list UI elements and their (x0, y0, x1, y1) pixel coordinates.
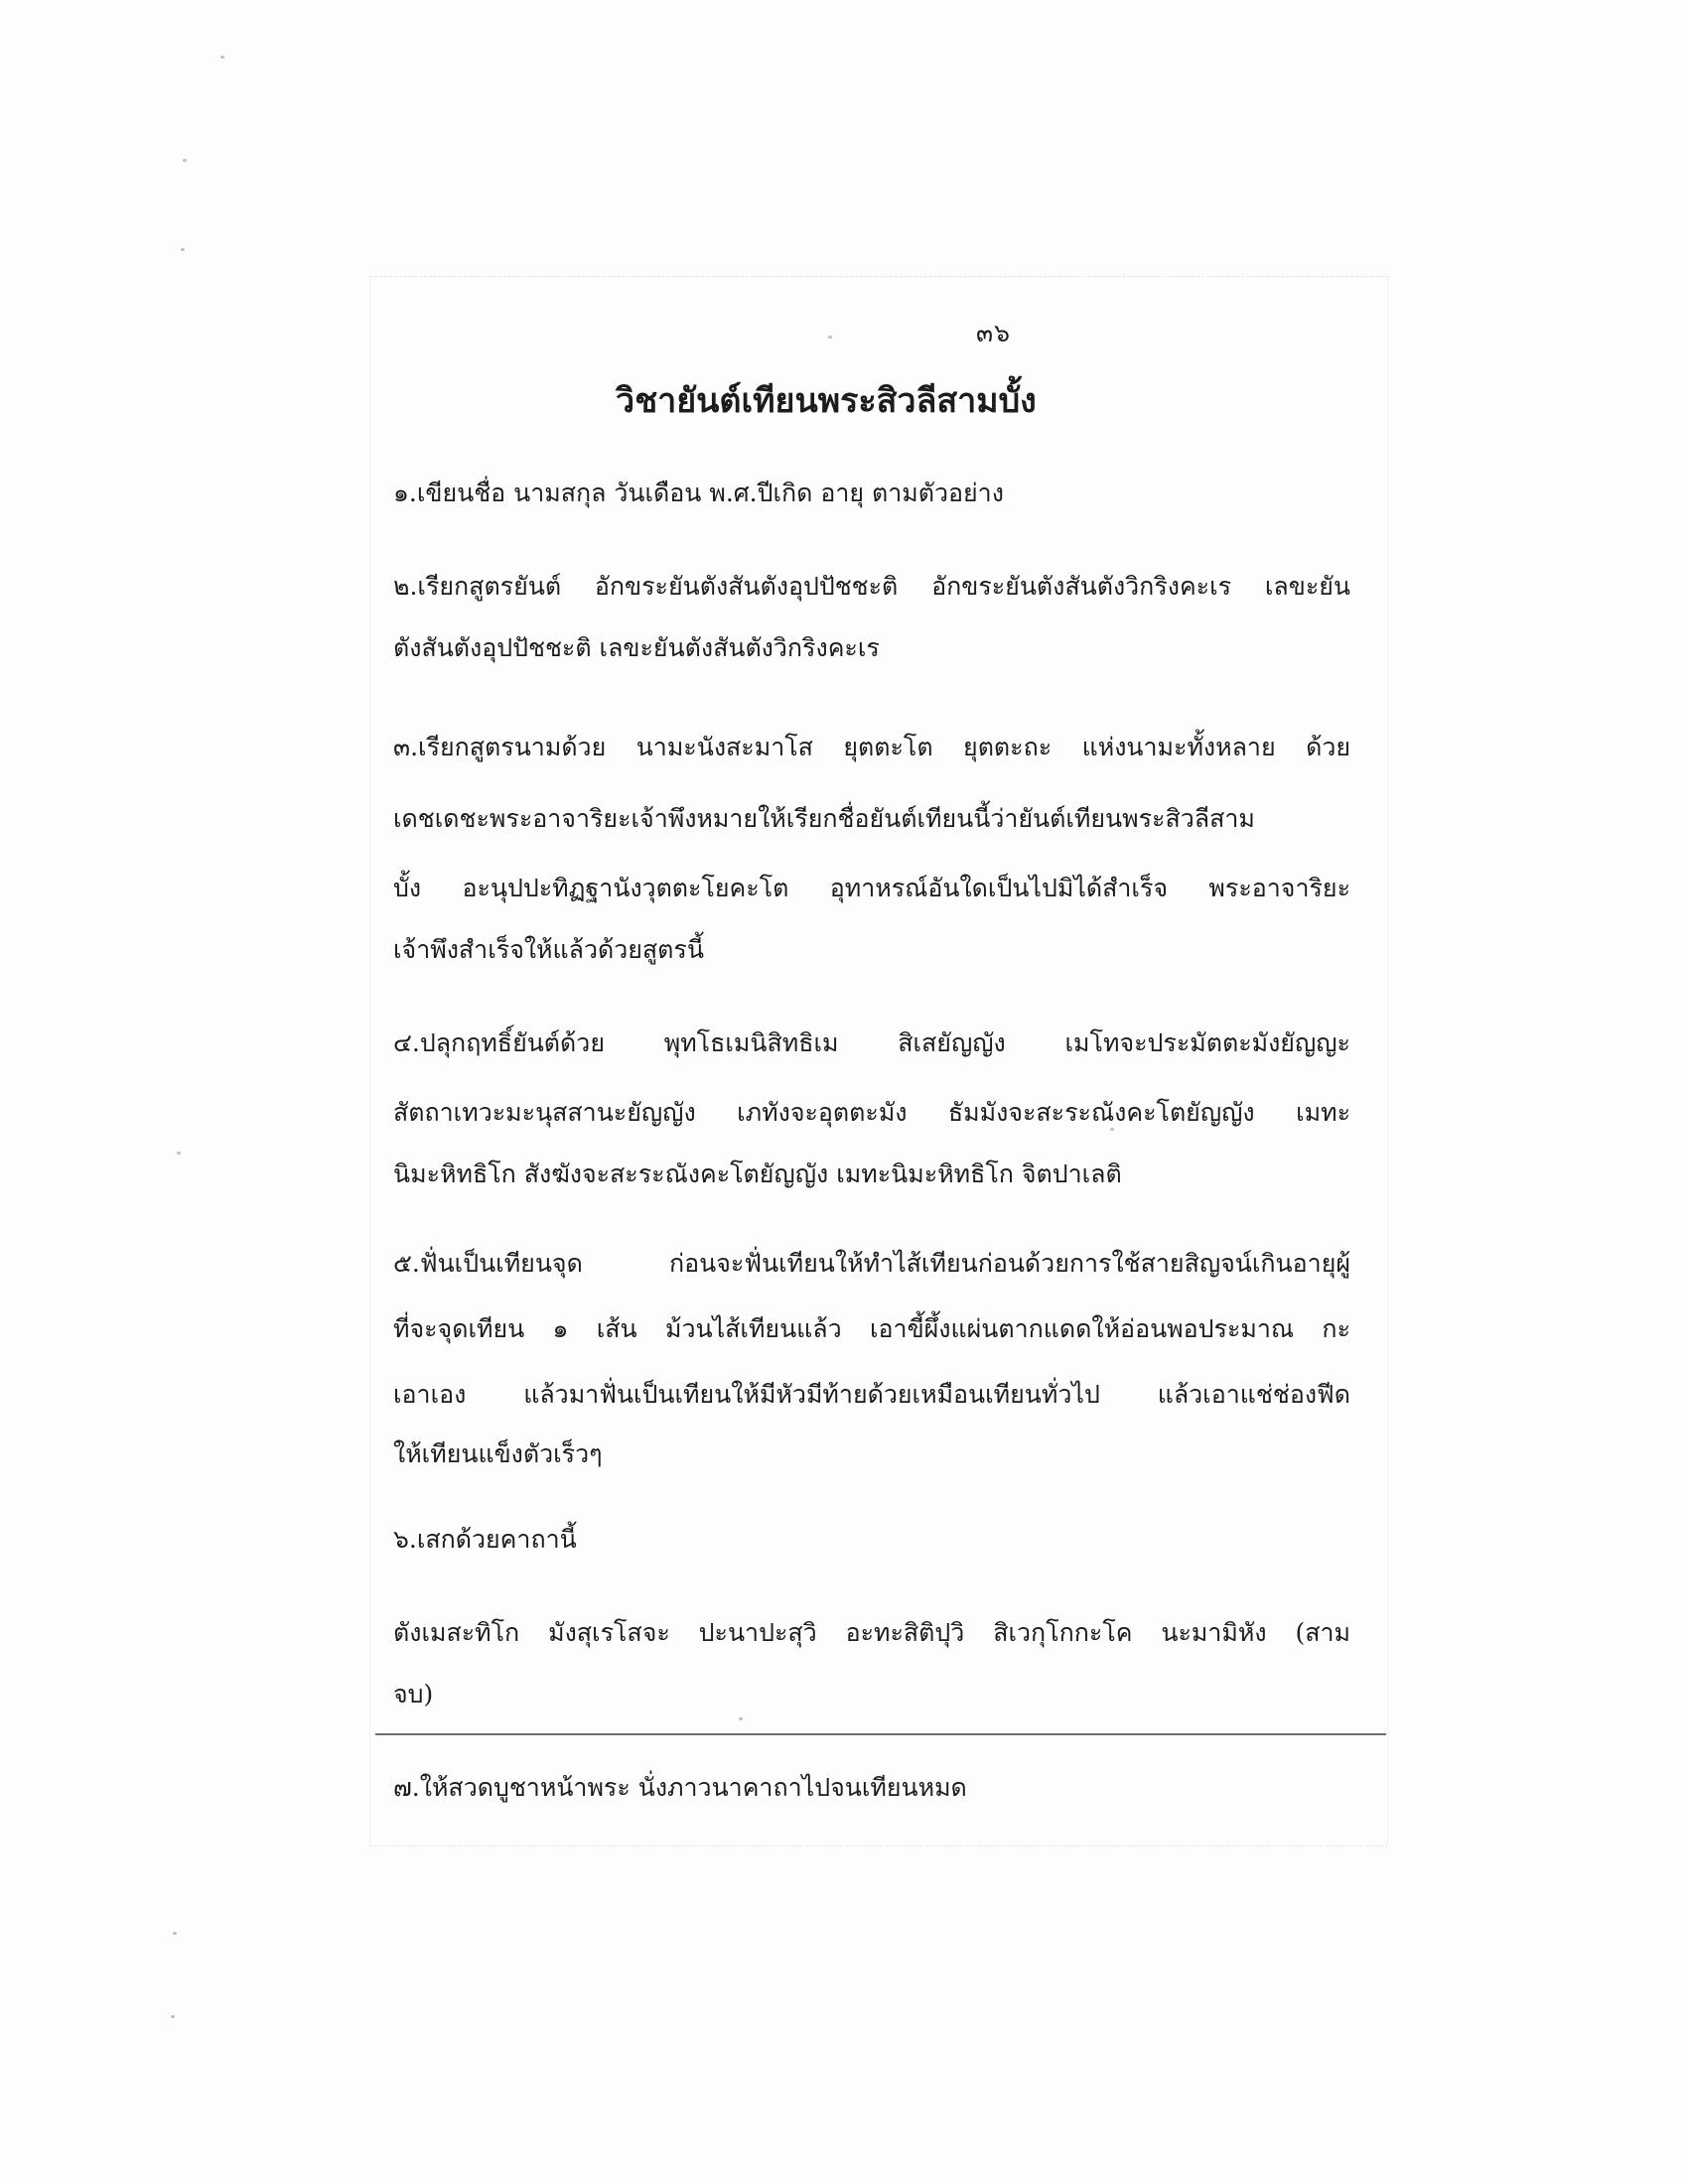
scan-frame (369, 276, 1388, 1846)
step-5-line-4: ให้เทียนแข็งตัวเร็วๆ (393, 1439, 603, 1468)
step-3-line-3: บั้ง อะนุปปะทิฏฐานังวุตตะโยคะโต อุทาหรณ์อันใดเป็นไปมิได้สำเร็จ พระอาจาริยะ (393, 874, 1350, 902)
step-5-line-2: ที่จะจุดเทียน ๑ เส้น ม้วนไส้เทียนแล้ว เอาขี้ผึ้งแผ่นตากแดดให้อ่อนพอประมาณ กะ (393, 1314, 1350, 1343)
step-6-line-1: ๖.เสกด้วยคาถานี้ (393, 1525, 577, 1554)
step-3-line-2: เดชเดชะพระอาจาริยะเจ้าพึงหมายให้เรียกชื่อยันต์เทียนนี้ว่ายันต์เทียนพระสิวลีสาม (393, 804, 1255, 833)
scan-speck (220, 56, 224, 59)
page-number: ๓๖ (976, 319, 1011, 347)
scan-speck (181, 248, 185, 251)
step-5-line-3: เอาเอง แล้วมาฟั่นเป็นเทียนให้มีหัวมีท้ายด้วยเหมือนเทียนทั่วไป แล้วเอาแช่ช่องฟีด (393, 1380, 1350, 1409)
horizontal-rule (375, 1733, 1386, 1735)
incantation-line-2: จบ) (393, 1680, 434, 1708)
step-4-line-3: นิมะหิทธิโก สังฆังจะสะระณังคะโตยัญญัง เมทะนิมะหิทธิโก จิตปาเลติ (393, 1160, 1122, 1188)
incantation-line-1: ตังเมสะทิโก มังสุเรโสจะ ปะนาปะสุวิ อะทะสิติปุวิ สิเวกุโกกะโค นะมามิหัง (สาม (393, 1618, 1350, 1647)
step-5-line-1: ๕.ฟั่นเป็นเทียนจุด ก่อนจะฟั่นเทียนให้ทำไส้เทียนก่อนด้วยการใช้สายสิญจน์เกินอายุผู้ (393, 1249, 1350, 1278)
scan-speck (171, 2015, 175, 2018)
step-2-line-2: ตังสันตังอุปปัชชะติ เลขะยันตังสันตังวิกริงคะเร (393, 633, 880, 662)
scan-speck (183, 159, 187, 162)
scan-speck (177, 1152, 181, 1155)
step-3-line-4: เจ้าพึงสำเร็จให้แล้วด้วยสูตรนี้ (393, 935, 704, 964)
step-3-line-1: ๓.เรียกสูตรนามด้วย นามะนังสะมาโส ยุตตะโต ยุตตะถะ แห่งนามะทั้งหลาย ด้วย (393, 733, 1350, 761)
step-4-line-1: ๔.ปลุกฤทธิ์ยันต์ด้วย พุทโธเมนิสิทธิเม สิเสยัญญัง เมโทจะประมัตตะมังยัญญะ (393, 1028, 1350, 1057)
scan-speck (739, 1717, 743, 1720)
step-2-line-1: ๒.เรียกสูตรยันต์ อักขระยันตังสันตังอุปปัชชะติ อักขระยันตังสันตังวิกริงคะเร เลขะยัน (393, 572, 1350, 601)
scan-speck (828, 336, 832, 339)
step-1-line-1: ๑.เขียนชื่อ นามสกุล วันเดือน พ.ศ.ปีเกิด อายุ ตามตัวอย่าง (393, 478, 1004, 507)
step-4-line-2: สัตถาเทวะมะนุสสานะยัญญัง เภทังจะอุตตะมัง ธัมมังจะสะระณังคะโตยัญญัง เมทะ (393, 1098, 1350, 1127)
page-title: วิชายันต์เทียนพระสิวลีสามบั้ง (616, 381, 1037, 421)
scan-speck (173, 1932, 177, 1935)
step-7-line-1: ๗.ให้สวดบูชาหน้าพระ นั่งภาวนาคาถาไปจนเทียนหมด (393, 1773, 967, 1802)
